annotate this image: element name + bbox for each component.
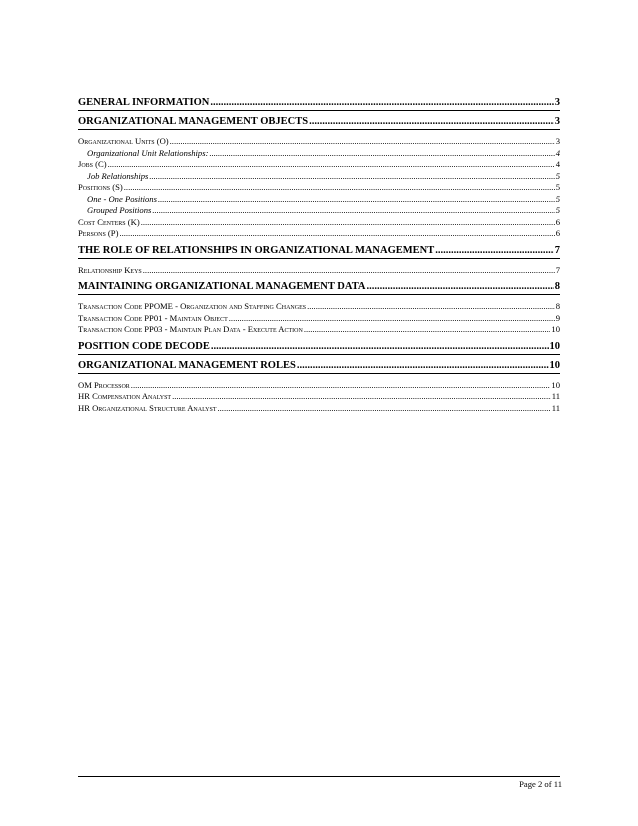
toc-entry-hr-org-structure-analyst[interactable] [78, 403, 560, 415]
toc-entry-maintaining-om-data[interactable] [78, 280, 560, 293]
toc-entry-org-unit-relationships[interactable] [78, 148, 560, 160]
toc-page-number: 5 [555, 170, 560, 181]
toc-entry-om-roles[interactable] [78, 359, 560, 372]
toc-entry-text: Relationship Keys [78, 264, 142, 275]
toc-entry-text: Job Relationships [87, 170, 149, 181]
toc-entry-text: Transaction Code PP03 - Maintain Plan Data - Execute Action [78, 324, 303, 334]
toc-entry-text: THE ROLE OF RELATIONSHIPS IN ORGANIZATIONAL MANAGEMENT [78, 244, 435, 256]
page-footer-label: Page 2 of 11 [519, 779, 562, 789]
toc-entry-om-objects[interactable] [78, 115, 560, 128]
toc-page-number: 9 [555, 312, 560, 323]
toc-entry-general-information[interactable] [78, 96, 560, 109]
toc-leader-dots [304, 324, 551, 336]
toc-leader-dots [307, 301, 555, 313]
table-of-contents [78, 96, 560, 414]
toc-entry-jobs[interactable] [78, 159, 560, 171]
toc-page-number: 4 [555, 159, 560, 169]
toc-entry-job-relationships[interactable] [78, 171, 560, 183]
toc-entry-one-one-positions[interactable] [78, 194, 560, 206]
toc-page-number: 5 [555, 182, 560, 192]
toc-leader-dots [309, 115, 554, 128]
toc-leader-dots [211, 340, 549, 353]
toc-entry-tc-ppome[interactable] [78, 301, 560, 313]
toc-page-number: 10 [549, 359, 560, 371]
toc-leader-dots [172, 391, 551, 403]
toc-page-number: 3 [554, 116, 560, 127]
toc-page-number: 8 [555, 301, 560, 311]
toc-entry-role-of-relationships[interactable] [78, 244, 560, 257]
toc-entry-tc-pp03[interactable] [78, 324, 560, 336]
toc-entry-text: MAINTAINING ORGANIZATIONAL MANAGEMENT DATA [78, 281, 366, 292]
toc-leader-dots [435, 244, 553, 257]
toc-leader-dots [131, 380, 551, 392]
toc-leader-dots [367, 280, 554, 293]
toc-page-number: 5 [555, 205, 560, 215]
toc-leader-dots [229, 313, 555, 325]
toc-entry-text: POSITION CODE DECODE [78, 340, 210, 352]
toc-entry-grouped-positions[interactable] [78, 205, 560, 217]
toc-leader-dots [209, 148, 554, 160]
toc-page-number: 7 [554, 244, 560, 256]
toc-leader-dots [152, 205, 554, 217]
toc-entry-text: GENERAL INFORMATION [78, 97, 210, 108]
toc-entry-cost-centers[interactable] [78, 217, 560, 229]
toc-entry-text: Cost Centers (K) [78, 216, 140, 227]
toc-entry-text: ORGANIZATIONAL MANAGEMENT OBJECTS [78, 116, 309, 127]
toc-entry-tc-pp01[interactable] [78, 313, 560, 325]
toc-page-number: 5 [555, 193, 560, 204]
toc-leader-dots [143, 265, 555, 277]
toc-entry-text: Transaction Code PPOME - Organization and Staffing Changes [78, 301, 307, 311]
toc-page-number: 11 [551, 391, 560, 401]
toc-leader-dots [297, 359, 549, 372]
toc-entry-text: HR Organizational Structure Analyst [78, 402, 217, 413]
toc-entry-positions[interactable] [78, 182, 560, 194]
toc-page-number: 11 [551, 402, 560, 413]
toc-page-number: 3 [554, 97, 560, 108]
toc-entry-text: OM Processor [78, 379, 130, 390]
toc-leader-dots [108, 159, 555, 171]
toc-leader-dots [218, 403, 551, 415]
toc-leader-dots [124, 182, 555, 194]
toc-entry-position-code-decode[interactable] [78, 340, 560, 353]
toc-entry-text: One - One Positions [87, 193, 157, 204]
toc-entry-text: Organizational Units (O) [78, 136, 169, 146]
toc-page-number: 10 [551, 379, 560, 390]
toc-page-number: 3 [555, 136, 560, 146]
toc-page-number: 6 [555, 228, 560, 238]
toc-page-number: 7 [555, 264, 560, 275]
toc-page-number: 10 [549, 340, 560, 352]
footer-divider [78, 776, 560, 777]
toc-page-number: 6 [555, 216, 560, 227]
toc-page-number: 8 [554, 281, 560, 292]
toc-entry-text: Persons (P) [78, 228, 119, 238]
toc-entry-text: Organizational Unit Relationships: [87, 147, 209, 158]
toc-entry-text: Jobs (C) [78, 159, 107, 169]
toc-leader-dots [149, 171, 554, 183]
toc-entry-relationship-keys[interactable] [78, 265, 560, 277]
toc-leader-dots [210, 96, 553, 109]
toc-leader-dots [170, 136, 555, 148]
toc-entry-hr-comp-analyst[interactable] [78, 391, 560, 403]
toc-leader-dots [119, 228, 554, 240]
toc-entry-text: ORGANIZATIONAL MANAGEMENT ROLES [78, 359, 296, 371]
toc-page-number: 4 [555, 147, 560, 158]
toc-entry-text: Grouped Positions [87, 205, 152, 215]
toc-entry-text: Positions (S) [78, 182, 123, 192]
toc-leader-dots [158, 194, 555, 206]
toc-page-number: 10 [551, 324, 560, 334]
toc-entry-text: Transaction Code PP01 - Maintain Object [78, 312, 228, 323]
toc-leader-dots [141, 217, 555, 229]
toc-entry-om-processor[interactable] [78, 380, 560, 392]
toc-entry-persons[interactable] [78, 228, 560, 240]
toc-entry-text: HR Compensation Analyst [78, 391, 172, 401]
toc-entry-org-units[interactable] [78, 136, 560, 148]
